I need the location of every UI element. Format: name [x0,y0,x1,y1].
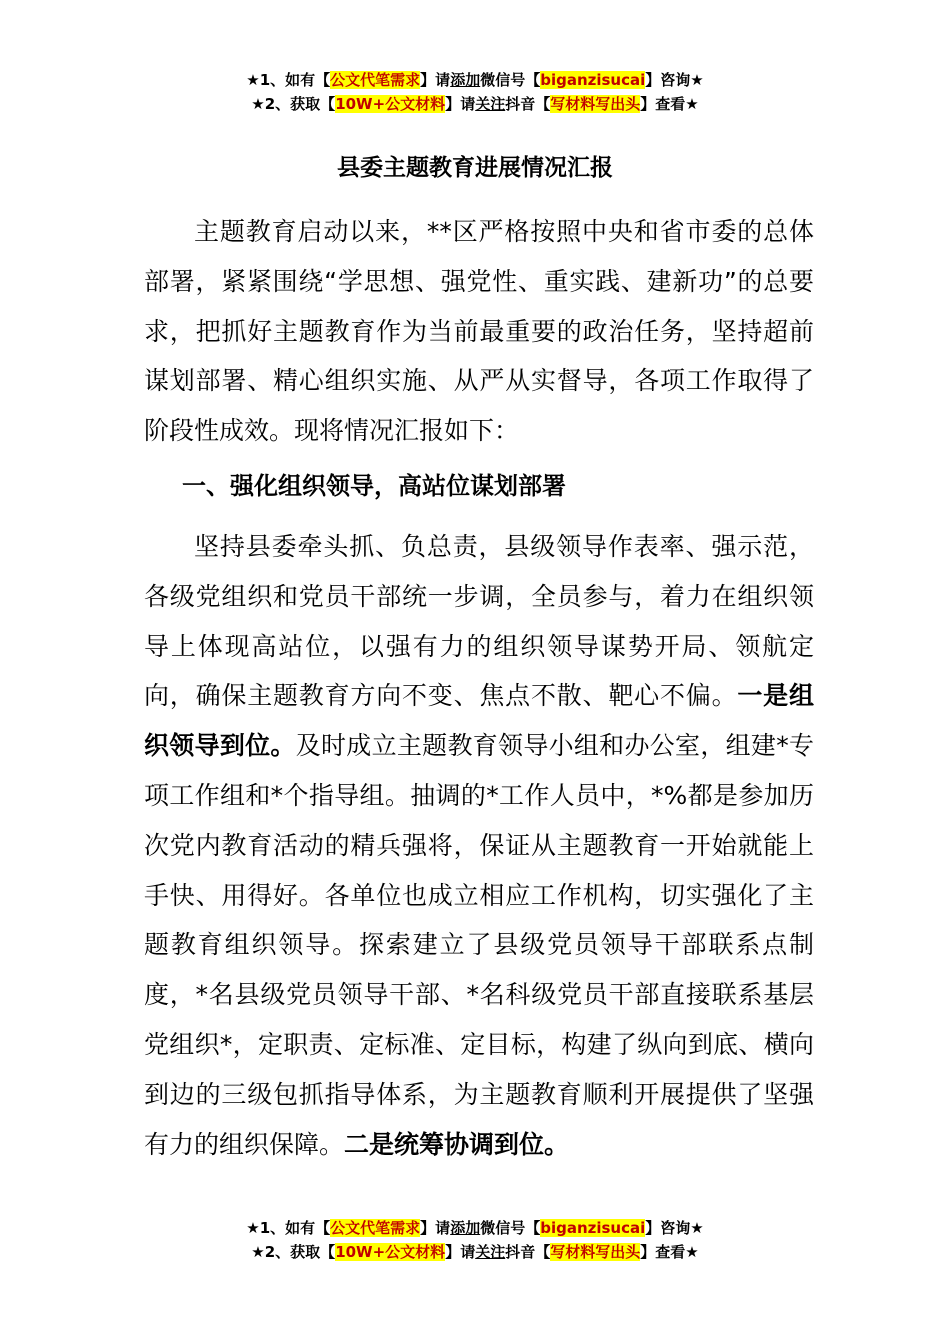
banner-text: ★1、如有【 [246,1219,331,1237]
highlight-douyin-id: 写材料写出头 [550,95,641,113]
underline-text: 添加 [450,71,481,89]
section-1-text [144,522,814,1169]
banner-text: 】咨询★ [645,1219,704,1237]
document-title: 县委主题教育进展情况汇报 [337,155,613,181]
banner-text: ★2、获取【 [251,1243,336,1261]
banner-text: 】查看★ [640,95,699,113]
banner-line-1 [0,68,950,92]
section-1-paragraph [144,522,814,1169]
banner-text: 抖音【 [505,1243,551,1261]
banner-text: 】查看★ [640,1243,699,1261]
highlight-douyin-id: 写材料写出头 [550,1243,641,1261]
footer-banner [0,1216,950,1264]
underline-text: 关注 [475,95,506,113]
banner-text: 】请 [420,71,451,89]
intro-paragraph [144,207,814,456]
highlight-wechat-id: biganzisucai [540,1219,646,1237]
highlight-materials: 10W+公文材料 [335,95,446,113]
highlight-service: 公文代笔需求 [330,71,421,89]
bold-point-1: 一是组织领导到位。 [144,681,814,761]
paragraph-text: 及时成立主题教育领导小组和办公室，组建*专项工作组和*个指导组。抽调的*工作人员中，*%都是参加历次党内教育活动的精兵强将，保证从主题教育一开始就能上手快、用得好。各单位也成立相应工作机构，切实强化了主题教育组织领导。探索建立了县级党员领导干部联系点制度，*名县级党员领导干部、*名科级党员干部直接联系基层党组织*，定职责、定标准、定目标，构建了纵向到底、横向到边的三级包抓指导体系，为主题教育顺利开展提供了坚强有力的组织保障。 [144,731,814,1159]
intro-text: 主题教育启动以来，**区严格按照中央和省市委的总体部署，紧紧围绕“学思想、强党性、重实践、建新功”的总要求，把抓好主题教育作为当前最重要的政治任务，坚持超前谋划部署、精心组织实施、从严从实督导，各项工作取得了阶段性成效。现将情况汇报如下： [144,217,814,446]
banner-text: 】请 [420,1219,451,1237]
banner-text: 】请 [445,95,476,113]
banner-text: 微信号【 [480,1219,541,1237]
banner-text: 微信号【 [480,71,541,89]
banner-text: 】请 [445,1243,476,1261]
header-banner [0,68,950,116]
banner-line-2 [0,1240,950,1264]
paragraph-text: 坚持县委牵头抓、负总责，县级领导作表率、强示范，各级党组织和党员干部统一步调，全员参与，着力在组织领导上体现高站位，以强有力的组织领导谋势开局、领航定向，确保主题教育方向不变、焦点不散、靶心不偏。 [144,532,814,711]
banner-text: 抖音【 [505,95,551,113]
banner-text: ★2、获取【 [251,95,336,113]
banner-text: ★1、如有【 [246,71,331,89]
section-heading-1: 一、强化组织领导，高站位谋划部署 [182,472,566,500]
highlight-service: 公文代笔需求 [330,1219,421,1237]
highlight-wechat-id: biganzisucai [540,71,646,89]
banner-line-2 [0,92,950,116]
underline-text: 添加 [450,1219,481,1237]
highlight-materials: 10W+公文材料 [335,1243,446,1261]
banner-line-1 [0,1216,950,1240]
banner-text: 】咨询★ [645,71,704,89]
underline-text: 关注 [475,1243,506,1261]
bold-point-2: 二是统筹协调到位。 [344,1129,570,1159]
